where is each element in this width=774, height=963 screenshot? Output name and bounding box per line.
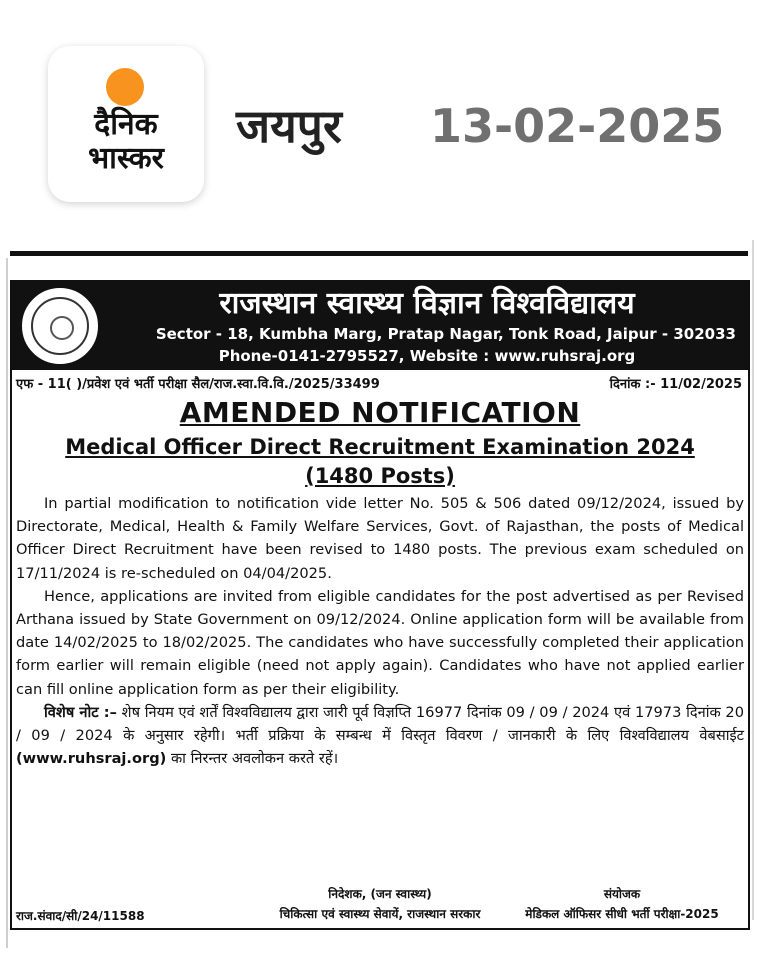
- paragraph-1: In partial modification to notification vide letter No. 505 & 506 dated 09/12/2024, issued by Directorate, Medical, Health & Family Welfare Services, Govt. of Rajasthan, the posts of Medical Officer Direct Recruitment have been revised to 1480 posts. The previous exam scheduled on 17/11/2024 is re-scheduled on 04/04/2025.: [16, 495, 744, 582]
- exam-title: [12, 434, 748, 460]
- convener-title: संयोजक: [603, 887, 641, 901]
- exam-title-text: Medical Officer Direct Recruitment Examination 2024: [65, 435, 695, 459]
- university-name: राजस्थान स्वास्थ्य विज्ञान विश्वविद्यालय: [219, 286, 635, 321]
- footer-code: राज.संवाद/सी/24/11588: [16, 909, 145, 923]
- website-link[interactable]: (www.ruhsraj.org): [16, 750, 167, 768]
- paragraph-2: Hence, applications are invited from eligible candidates for the post advertised as per Revised Arthana issued by State Government on 09/12/2024. Online application form will be available from date 14/02/2025 to 18/02/2025. The candidates who have successfully completed their application form earlier will remain eligible (need not apply again). Candidates who have not applied earlier can fill online application form as per their eligibility.: [16, 587, 744, 698]
- university-address: Sector - 18, Kumbha Marg, Pratap Nagar, Tonk Road, Jaipur - 302033: [155, 325, 736, 343]
- special-note-text-2: का निरन्तर अवलोकन करते रहें।: [166, 750, 339, 768]
- director-title: निदेशक, (जन स्वास्थ्य): [328, 887, 432, 901]
- special-note-text-1: शेष नियम एवं शर्तें विश्वविद्यालय द्वारा जारी पूर्व विज्ञप्ति 16977 दिनांक 09 / 09 / 2024 एवं 17973 दिनांक 20 / 09 / 2024 के अनुसार रहेगी। भर्ती प्रक्रिया के सम्बन्ध में विस्तृत विवरण / जानकारी के लिए विश्वविद्यालय वेबसाईट: [16, 703, 744, 745]
- notice-date: दिनांक :- 11/02/2025: [609, 377, 742, 392]
- posts-count-text: (1480 Posts): [305, 464, 455, 488]
- sun-dot-icon: [106, 68, 144, 106]
- newspaper-logo: [48, 46, 204, 202]
- special-note-label: विशेष नोट :–: [44, 703, 117, 721]
- clipping-right-edge: [752, 240, 754, 920]
- logo-line-1: दैनिक: [94, 107, 158, 142]
- clipping-top-rule: [10, 251, 748, 256]
- special-note: [16, 701, 744, 771]
- signatory-convener: [500, 884, 744, 924]
- university-seal-icon: [22, 288, 98, 364]
- notification-clipping: [10, 280, 750, 930]
- notice-body: [16, 492, 744, 770]
- reference-number: एफ - 11( )/प्रवेश एवं भर्ती परीक्षा सैल/राज.स्वा.वि.वि./2025/33499: [16, 377, 380, 392]
- seal-ring: [31, 297, 89, 355]
- logo-line-2: भास्कर: [88, 141, 164, 176]
- edition-city: जयपुर: [236, 99, 342, 153]
- university-header-band: [12, 282, 748, 370]
- notice-title: [12, 396, 748, 430]
- notice-title-text: AMENDED NOTIFICATION: [179, 396, 581, 429]
- posts-count: [12, 463, 748, 489]
- seal-emblem: [50, 316, 74, 340]
- director-department: चिकित्सा एवं स्वास्थ्य सेवायें, राजस्थान सरकार: [279, 907, 481, 921]
- signatory-director: [250, 884, 510, 924]
- convener-exam: मेडिकल ऑफिसर सीधी भर्ती परीक्षा-2025: [525, 907, 719, 921]
- clipping-left-edge: [6, 258, 8, 948]
- edition-date: 13-02-2025: [430, 99, 725, 153]
- university-contact: Phone-0141-2795527, Website : www.ruhsraj.org: [218, 347, 636, 365]
